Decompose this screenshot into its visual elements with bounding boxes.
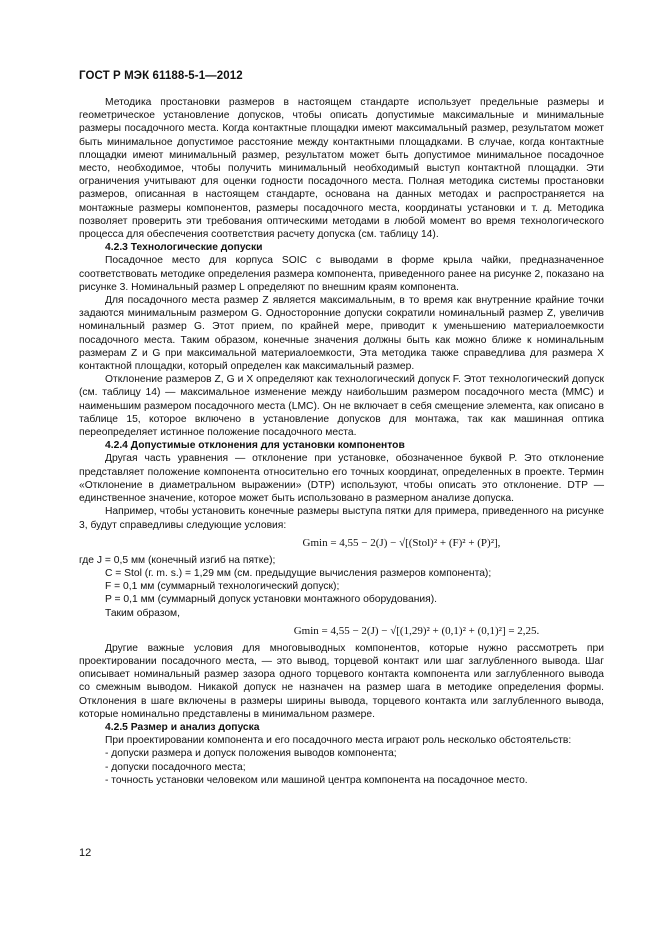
section-heading-4-2-4: 4.2.4 Допустимые отклонения для установки компонентов [105,440,405,452]
section-heading-4-2-3: 4.2.3 Технологические допуски [105,242,263,254]
paragraph-design-factors: При проектировании компонента и его посадочного места играют роль несколько обстоятельств: [105,735,572,747]
formula-gmin-general: Gmin = 4,55 − 2(J) − √[(Stol)² + (F)² + (P)²], [302,536,501,549]
where-line-p: P = 0,1 мм (суммарный допуск установки монтажного оборудования). [105,594,438,606]
paragraph-pitch: Другие важные условия для многовыводных компонентов, которые нужно рассмотреть при проектировании посадочного места, — это вывод, торцевой контакт или шаг заглубленного вывода. Шаг описывает номинальный размер зазора одного торцевого контакта компонента или заглубленного вывода со смежным выводом. Никакой допуск не назначен на размер шага в методике определения формы. Отклонения в шаге включены в размеры ширины вывода, торцевого контакта или заглубленного вывода, которые номинально представлены в минимальном размере. [79,642,604,720]
paragraph-dimensioning-method: Методика простановки размеров в настоящем стандарте использует предельные размеры и геометрическое установление допусков, чтобы описать допустимые максимальные и минимальные размеры посадочного места. Когда контактные площадки имеют максимальный размер, результатом может быть минимальное допустимое расстояние между контактными площадками. В случае, когда контактные площадки имеют минимальный размер, результатом может быть допустимое минимальное посадочное место, необходимое, чтобы получить минимальный необходимый выступ контактной площадки. Эти ограничения учитывают для оценки годности посадочного места. Полная методика системы простановки размеров, описанная в настоящем стандарте, основана на данных методах и распространяется на монтажные размеры компонентов, размеры посадочного места, координаты установки и т. д. Методика позволяет проверить эти требования оптическими методами в любой момент во время технологического процесса для обеспечения соответствия расчету допуска (см. таблицу 14). [79,97,604,241]
paragraph-placement-deviation: Другая часть уравнения — отклонение при установке, обозначенное буквой P. Это отклонение представляет положение компонента относительно его точных координат, определенных в проекте. Термин «Отклонение в диаметральном выражении» (DTP) используют, чтобы описать это отклонение. DTP — единственное значение, которое может быть использовано в размерном анализе допуска. [79,453,604,505]
list-item-placement-accuracy: - точность установки человеком или машиной центра компонента на посадочное место. [105,774,528,786]
document-header: ГОСТ Р МЭК 61188-5-1—2012 [79,70,243,82]
formula-gmin-numeric: Gmin = 4,55 − 2(J) − √[(1,29)² + (0,1)² + (0,1)²] = 2,25. [293,624,540,637]
paragraph-z-g-dimensions: Для посадочного места размер Z является максимальным, в то время как внутренние крайние точки задаются минимальным размером G. Односторонние допуски сократили номинальный размер Z, увеличив номинальный размер G. Этот прием, по крайней мере, приводит к уменьшению материалоемкости посадочного места. Таким образом, конечные значения должны быть как можно ближе к номинальным размерам Z и G при максимальной материалоемкости, Эта методика также справедлива для размера X контактной площадки, который определен как максимальный размер. [79,295,604,373]
page-number: 12 [79,847,92,859]
list-item-component-tolerances: - допуски размера и допуск положения выводов компонента; [105,748,397,760]
paragraph-soic-land: Посадочное место для корпуса SOIC с выводами в форме крыла чайки, предназначенное соответствовать методике определения размера компонента, приведенного ранее на рисунке 2, показано на рисунке 3. Номинальный размер L определяют по внешним краям компонента. [79,255,604,293]
paragraph-heel-example: Например, чтобы установить конечные размеры выступа пятки для примера, приведенного на рисунке 3, будут справедливы следующие условия: [79,506,604,531]
where-line-f: F = 0,1 мм (суммарный технологический допуск); [105,581,340,593]
list-item-land-tolerances: - допуски посадочного места; [105,761,246,773]
where-line-c: C = Stol (г. m. s.) = 1,29 мм (см. предыдущие вычисления размеров компонента); [105,567,492,579]
document-body [79,96,604,787]
paragraph-fabrication-tolerance: Отклонение размеров Z, G и X определяют как технологический допуск F. Этот технологический допуск (см. таблицу 14) — максимальное изменение между наибольшим размером посадочного места (MMC) и наименьшим размером посадочного места (LMC). Он не включает в себя смещение элемента, как описано в таблице 15, которое включено в установление допусков для монтажа, так как машинная оптика переопределяет истинное положение посадочного места. [79,374,604,439]
where-line-j: где J = 0,5 мм (конечный изгиб на пятке); [79,554,276,566]
thus-line: Таким образом, [105,607,180,619]
section-heading-4-2-5: 4.2.5 Размер и анализ допуска [105,721,260,733]
